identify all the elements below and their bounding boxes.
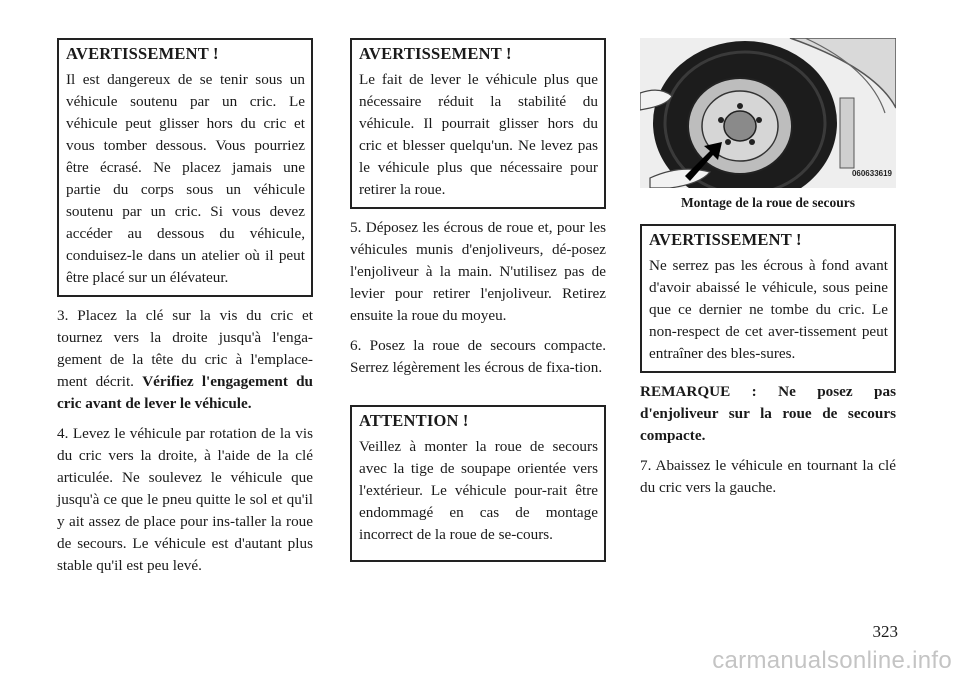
warning-box-nuts [640, 224, 896, 373]
figure-code: 060633619 [851, 169, 892, 178]
column-1 [57, 38, 313, 577]
warning-text: Il est dangereux de se tenir sous un véhicule soutenu par un cric. Le véhicule peut glisser hors du cric et vous tomber dessous. Vous pourriez être écrasé. Ne placez jamais une partie du corps sous un véhicule soutenu par un cric. Si vous devez accéder au dessous du véhicule, conduisez-le dans un atelier où il peut être placé sur un élévateur. [66, 71, 305, 286]
column-3 [640, 38, 896, 499]
warning-title: AVERTISSEMENT ! [359, 44, 512, 63]
step-3-text: 3. Placez la clé sur la vis du cric et tournez vers la droite jusqu'à l'enga-gement de la tête du cric à l'emplace-ment décrit. [57, 307, 313, 390]
warning-text: Le fait de lever le véhicule plus que nécessaire réduit la stabilité du véhicule. Il pourrait glisser hors du cric et blesser quelqu'un. Ne levez pas le véhicule plus que nécessaire pour retirer la roue. [359, 71, 598, 198]
step-7: 7. Abaissez le véhicule en tournant la clé du cric vers la gauche. [640, 457, 896, 496]
note: REMARQUE : Ne posez pas d'enjoliveur sur la roue de secours compacte. [640, 383, 896, 444]
step-3-bold: Vérifiez l'engagement du cric avant de lever le véhicule. [57, 373, 313, 412]
watermark: carmanualsonline.info [712, 647, 952, 674]
page-number: 323 [872, 622, 898, 641]
spare-wheel-illustration [640, 38, 896, 188]
warning-title: AVERTISSEMENT ! [649, 230, 802, 249]
warning-box-raise [350, 38, 606, 209]
warning-box-jack [57, 38, 313, 297]
column-2 [350, 38, 606, 562]
attention-box [350, 405, 606, 562]
attention-title: ATTENTION ! [359, 411, 469, 430]
step-6: 6. Posez la roue de secours compacte. Serrez légèrement les écrous de fixa-tion. [350, 337, 606, 376]
warning-title: AVERTISSEMENT ! [66, 44, 219, 63]
step-5: 5. Déposez les écrous de roue et, pour les véhicules munis d'enjoliveurs, dé-posez l'enjoliveur à la main. N'utilisez pas de levier pour retirer l'enjoliveur. Retirez ensuite la roue du moyeu. [350, 219, 606, 324]
figure-caption: Montage de la roue de secours [680, 195, 856, 210]
warning-text: Ne serrez pas les écrous à fond avant d'avoir abaissé le véhicule, sous peine que ce dernier ne tombe du cric. Le non-respect de cet aver-tissement peut entraîner des bles-sures. [649, 257, 888, 362]
attention-text: Veillez à monter la roue de secours avec la tige de soupape orientée vers l'extérieur. Le véhicule pour-rait être endommagé en cas de montage incorrect de la roue de se-cours. [359, 438, 598, 543]
step-4: 4. Levez le véhicule par rotation de la vis du cric vers la droite, à l'aide de la clé articulée. Ne soulevez le véhicule que jusqu'à ce que le pneu quitte le sol et qu'il y ait assez de place pour ins-taller la roue de secours. Le véhicule est d'autant plus stable qu'il est peu levé. [57, 425, 313, 574]
step-3 [57, 305, 313, 415]
